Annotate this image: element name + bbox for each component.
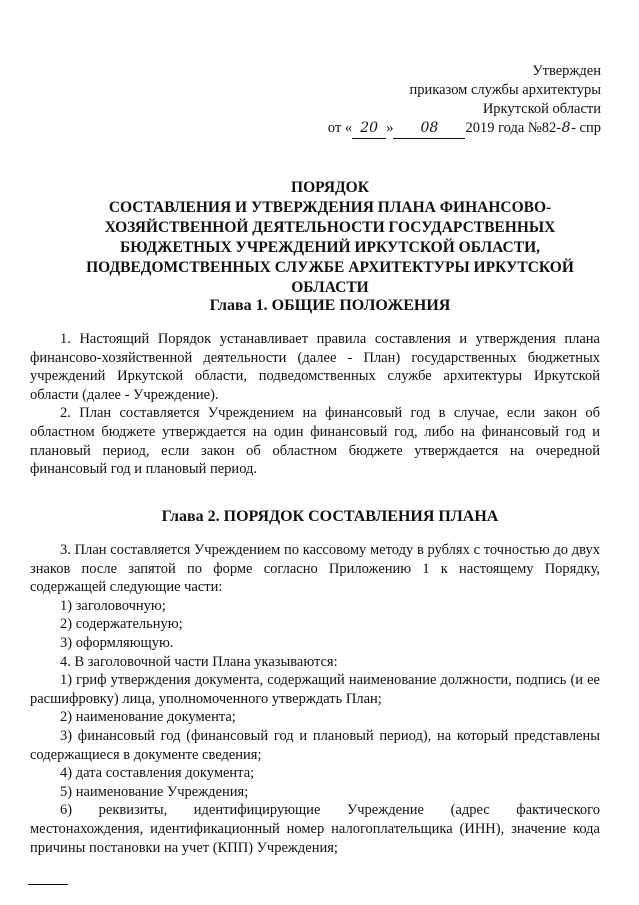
approval-line-3: Иркутской области xyxy=(482,101,601,117)
approval-line-2: приказом службы архитектуры xyxy=(409,82,601,98)
title-line-3: ХОЗЯЙСТВЕННОЙ ДЕЯТЕЛЬНОСТИ ГОСУДАРСТВЕННЫХ xyxy=(104,219,556,236)
list-item: 1) гриф утверждения документа, содержащий наименование должности, подпись (и ее расшифровку) лица, уполномоченного утверждать План; xyxy=(30,672,600,707)
order-number: 8 xyxy=(561,120,571,136)
date-suffix: 2019 года №82- xyxy=(465,120,562,136)
document-title xyxy=(60,178,600,298)
order-suffix: - спр xyxy=(571,120,601,136)
chapter-1-heading: Глава 1. ОБЩИЕ ПОЛОЖЕНИЯ xyxy=(209,297,451,314)
title-line-2: СОСТАВЛЕНИЯ И УТВЕРЖДЕНИЯ ПЛАНА ФИНАНСОВО- xyxy=(108,199,552,216)
list-item: 6) реквизиты, идентифицирующие Учреждение (адрес фактического местонахождения, идентификационный номер налогоплательщика (ИНН), значение кода причины постановки на учет (КПП) Учреждения; xyxy=(30,802,600,856)
date-day: 20 xyxy=(352,119,386,139)
paragraph-4: 4. В заголовочной части Плана указываются: xyxy=(60,653,338,670)
list-item: 2) содержательную; xyxy=(60,616,183,633)
list-item: 5) наименование Учреждения; xyxy=(60,783,249,800)
approval-stamp xyxy=(328,62,601,139)
list-item: 2) наименование документа; xyxy=(60,709,236,726)
list-item: 3) финансовый год (финансовый год и плановый период), на который представлены содержащиеся в документе сведения; xyxy=(30,727,600,763)
chapter-2-heading: Глава 2. ПОРЯДОК СОСТАВЛЕНИЯ ПЛАНА xyxy=(161,508,499,525)
title-line-4: БЮДЖЕТНЫХ УЧРЕЖДЕНИЙ ИРКУТСКОЙ ОБЛАСТИ, xyxy=(119,239,541,256)
list-item: 3) оформляющую. xyxy=(60,634,174,651)
title-line-5: ПОДВЕДОМСТВЕННЫХ СЛУЖБЕ АРХИТЕКТУРЫ ИРКУТСКОЙ xyxy=(86,259,574,276)
paragraph-1: 1. Настоящий Порядок устанавливает правила составления и утверждения плана финансово-хозяйственной деятельности (далее - План) государственных бюджетных учреждений Иркутской области, подведомственных службе архитектуры Иркутской области (далее - Учреждение). xyxy=(30,331,600,403)
footnote-divider xyxy=(28,884,68,885)
approval-line-1: Утвержден xyxy=(532,63,601,79)
paragraph-2: 2. План составляется Учреждением на финансовый год в случае, если закон об областном бюджете утверждается на один финансовый год, либо на финансовый год и плановый период, если закон об областном бюджете утверждается на очередной финансовый год и плановый период. xyxy=(30,405,600,478)
list-item: 4) дата составления документа; xyxy=(60,765,255,782)
chapter-2-body xyxy=(30,541,600,857)
date-month: 08 xyxy=(393,119,465,139)
title-line-6: ОБЛАСТИ xyxy=(291,279,369,296)
chapter-1-body xyxy=(30,330,600,479)
date-prefix: от « xyxy=(327,120,353,136)
paragraph-3: 3. План составляется Учреждением по кассовому методу в рублях с точностью до двух знаков после запятой по форме согласно Приложению 1 к настоящему Порядку, содержащей следующие части: xyxy=(30,542,600,596)
date-mid: » xyxy=(386,120,394,136)
approval-date-line xyxy=(328,119,601,139)
title-line-1: ПОРЯДОК xyxy=(291,179,369,196)
list-item: 1) заголовочную; xyxy=(60,597,166,614)
